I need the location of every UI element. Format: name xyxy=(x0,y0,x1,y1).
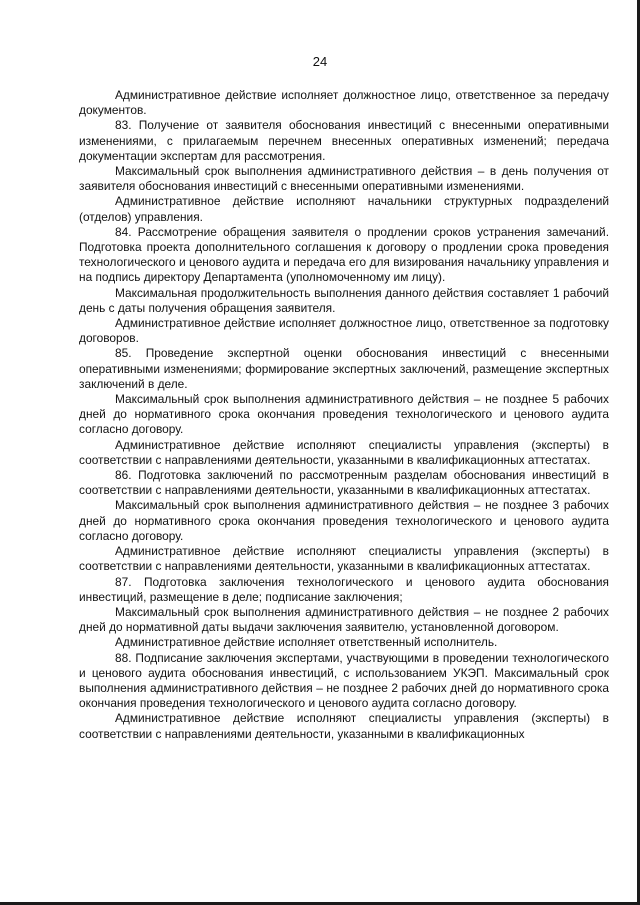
paragraph: Максимальный срок выполнения административного действия – не позднее 2 рабочих дней до нормативной даты выдачи заключения заявителю, установленной договором. xyxy=(79,604,609,635)
paragraph: Максимальная продолжительность выполнения данного действия составляет 1 рабочий день с даты получения обращения заявителя. xyxy=(79,285,609,315)
paragraph: Административное действие исполняют специалисты управления (эксперты) в соответствии с направлениями деятельности, указанными в квалификационных xyxy=(79,711,609,741)
paragraph: Административное действие исполняют специалисты управления (эксперты) в соответствии с направлениями деятельности, указанными в квалификационных аттестатах. xyxy=(79,437,609,467)
paragraph: 84. Рассмотрение обращения заявителя о продлении сроков устранения замечаний. Подготовка проекта дополнительного соглашения к договору о продлении срока проведения технологического и ценового аудита и передача его для визирования начальнику управления и на подпись директору Департамента (уполномоченному им лицу). xyxy=(79,224,609,285)
paragraph: Максимальный срок выполнения административного действия – в день получения от заявителя обоснования инвестиций с внесенными оперативными изменениями. xyxy=(79,164,609,194)
paragraph: 88. Подписание заключения экспертами, участвующими в проведении технологического и ценового аудита обоснования инвестиций, с использованием УКЭП. Максимальный срок выполнения административного действия – не позднее 2 рабочих дней до нормативного срока окончания проведения технологического и ценового аудита согласно договору. xyxy=(79,650,609,711)
paragraph: Максимальный срок выполнения административного действия – не позднее 3 рабочих дней до нормативного срока окончания проведения технологического и ценового аудита согласно договору. xyxy=(79,498,609,543)
paragraph: 83. Получение от заявителя обоснования инвестиций с внесенными оперативными изменениями, с прилагаемым перечнем внесенных оперативных изменений; передача документации экспертам для рассмотрения. xyxy=(79,118,609,163)
paragraph: Административное действие исполняют специалисты управления (эксперты) в соответствии с направлениями деятельности, указанными в квалификационных аттестатах. xyxy=(79,544,609,574)
page-number: 24 xyxy=(312,54,328,69)
document-body xyxy=(79,88,609,742)
paragraph: 85. Проведение экспертной оценки обоснования инвестиций с внесенными оперативными изменениями; формирование экспертных заключений, размещение экспертных заключений в деле. xyxy=(79,346,609,391)
paragraph: Административное действие исполняет должностное лицо, ответственное за передачу документов. xyxy=(79,88,609,118)
paragraph: 86. Подготовка заключений по рассмотренным разделам обоснования инвестиций в соответствии с направлениями деятельности, указанными в квалификационных аттестатах. xyxy=(79,468,609,498)
paragraph: Административное действие исполняет должностное лицо, ответственное за подготовку договоров. xyxy=(79,316,609,346)
paragraph: Максимальный срок выполнения административного действия – не позднее 5 рабочих дней до нормативного срока окончания проведения технологического и ценового аудита согласно договору. xyxy=(79,392,609,437)
paragraph: Административное действие исполняют начальники структурных подразделений (отделов) управления. xyxy=(79,194,609,224)
paragraph: Административное действие исполняет ответственный исполнитель. xyxy=(115,635,498,650)
paragraph: 87. Подготовка заключения технологического и ценового аудита обоснования инвестиций, размещение в деле; подписание заключения; xyxy=(79,574,609,604)
